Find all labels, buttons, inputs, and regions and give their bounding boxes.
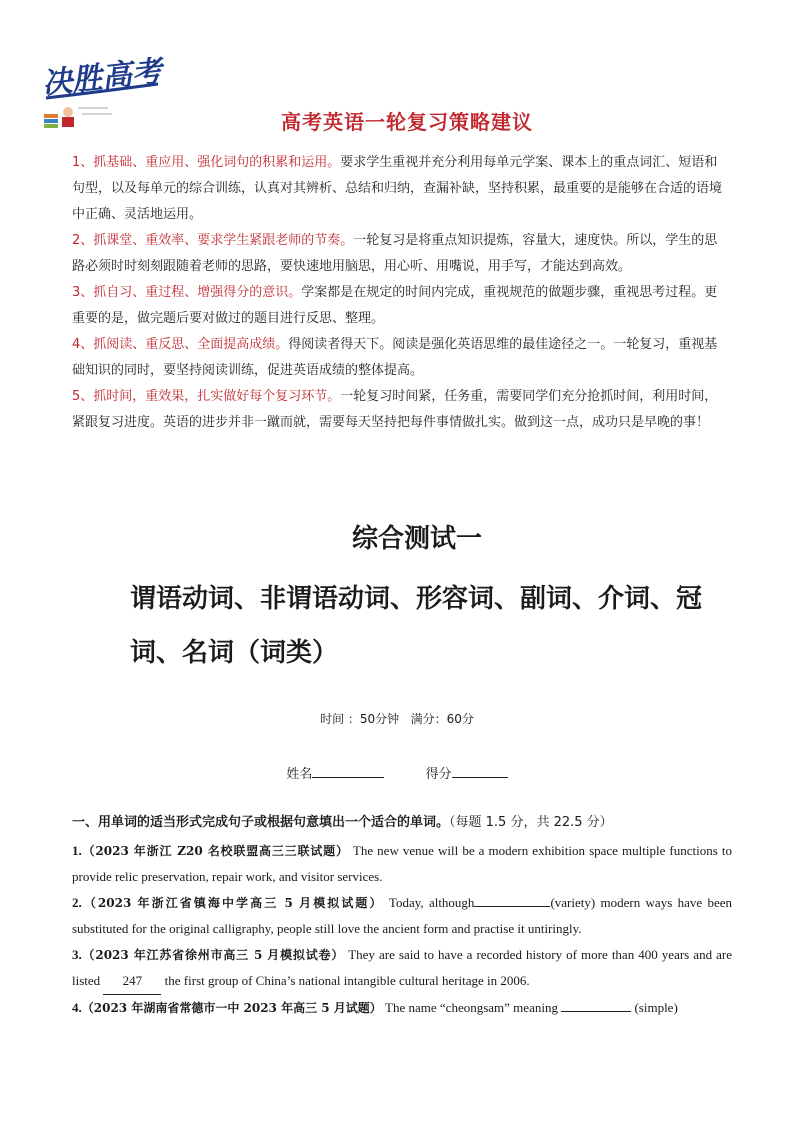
question-item (72, 942, 732, 995)
question-source: （2023 年浙江省镇海中学高三 5 月模拟试题） (81, 896, 384, 910)
answer-blank[interactable] (474, 906, 550, 907)
section-fill-blanks (72, 812, 732, 1021)
question-number: 2. (72, 895, 82, 910)
test-title: 综合测试一 (351, 524, 482, 554)
name-score-line (0, 763, 794, 782)
question-text: They are said to have a recorded history of more than 400 years and are listed (72, 947, 732, 988)
strategy-heading: 4、抓阅读、重反思、全面提高成绩。 (72, 337, 289, 352)
question-text-after: (simple) (634, 1000, 678, 1015)
strategy-body: 一轮复习是将重点知识提炼，容量大，速度快。所以，学生的思路必须时时刻刻跟随着老师的思路，要快速地用脑思，用心听、用嘴说，用手写，才能达到高效。 (72, 233, 718, 274)
time-label: 时间 ：50分钟 (320, 712, 400, 726)
page-title: 高考英语一轮复习策略建议 (281, 110, 533, 134)
name-blank[interactable] (312, 763, 384, 778)
section-note: （每题 1.5 分，共 22.5 分） (449, 815, 613, 830)
answer-blank[interactable] (561, 1011, 631, 1012)
name-label: 姓名 (286, 767, 313, 782)
strategy-item (72, 384, 724, 436)
question-item (72, 890, 732, 942)
question-item (72, 995, 732, 1021)
strategy-item (72, 228, 724, 280)
question-text: The new venue will be a modern exhibition space multiple functions to provide relic preservation, repair work, and visitor services. (72, 843, 732, 884)
time-score-line (0, 710, 794, 727)
question-source: （2023 年湖南省常德市一中 2023 年高三 5 月试题） (81, 1001, 382, 1015)
strategy-heading: 5、抓时间，重效果，扎实做好每个复习环节。 (72, 389, 341, 404)
question-number: 4. (72, 1000, 82, 1015)
grade-blank[interactable] (452, 763, 508, 778)
strategy-heading: 3、抓自习、重过程、增强得分的意识。 (72, 285, 302, 300)
question-number: 1. (72, 843, 82, 858)
strategy-list (72, 150, 724, 436)
grade-label: 得分 (425, 767, 452, 782)
question-source: （2023 年江苏省徐州市高三 5 月模拟试卷） (81, 948, 345, 962)
question-item (72, 838, 732, 890)
strategy-body: 学案都是在规定的时间内完成，重视规范的做题步骤，重视思考过程。更重要的是，做完题后要对做过的题目进行反思、整理。 (72, 285, 718, 326)
question-number: 3. (72, 947, 82, 962)
strategy-heading: 1、抓基础、重应用、强化词句的积累和运用。 (72, 155, 341, 170)
strategy-body: 得阅读者得天下。阅读是强化英语思维的最佳途径之一。一轮复习，重视基础知识的同时，要坚持阅读训练，促进英语成绩的整体提高。 (72, 337, 718, 378)
strategy-item (72, 332, 724, 384)
section-heading: 一、用单词的适当形式完成句子或根据句意填出一个适合的单词。（每题 1.5 分，共 22.5 分） (72, 815, 613, 830)
strategy-item (72, 150, 724, 228)
question-source: （2023 年浙江 Z20 名校联盟高三三联试题） (81, 844, 349, 858)
answer-blank[interactable]: 247 (103, 968, 161, 995)
question-text: Today, although (388, 895, 475, 910)
score-label: 满分：60分 (410, 712, 474, 726)
question-text-after: the first group of China’s national intangible cultural heritage in 2006. (164, 973, 530, 988)
strategy-body: 一轮复习时间紧，任务重，需要同学们充分抢抓时间，利用时间，紧跟复习进度。英语的进步并非一蹴而就，需要每天坚持把每件事情做扎实。做到这一点，成功只是早晚的事！ (72, 389, 718, 430)
question-text-after: (variety) modern ways have been substituted for the original calligraphy, people still love the ancient form and practise it untiringly. (72, 895, 732, 936)
strategy-body: 要求学生重视并充分利用每单元学案、课本上的重点词汇、短语和句型，以及每单元的综合训练，认真对其辨析、总结和归纳，查漏补缺，坚持积累，最重要的是能够在合适的语境中正确、灵活地运用。 (72, 155, 723, 222)
strategy-heading: 2、抓课堂、重效率、要求学生紧跟老师的节奏。 (72, 233, 354, 248)
question-text: The name “cheongsam” meaning (385, 1000, 558, 1015)
logo-text: 决胜高考 (40, 54, 164, 102)
strategy-item (72, 280, 724, 332)
test-subtitle: 谓语动词、非谓语动词、形容词、副词、介词、冠词、名词（词类） (130, 584, 703, 668)
